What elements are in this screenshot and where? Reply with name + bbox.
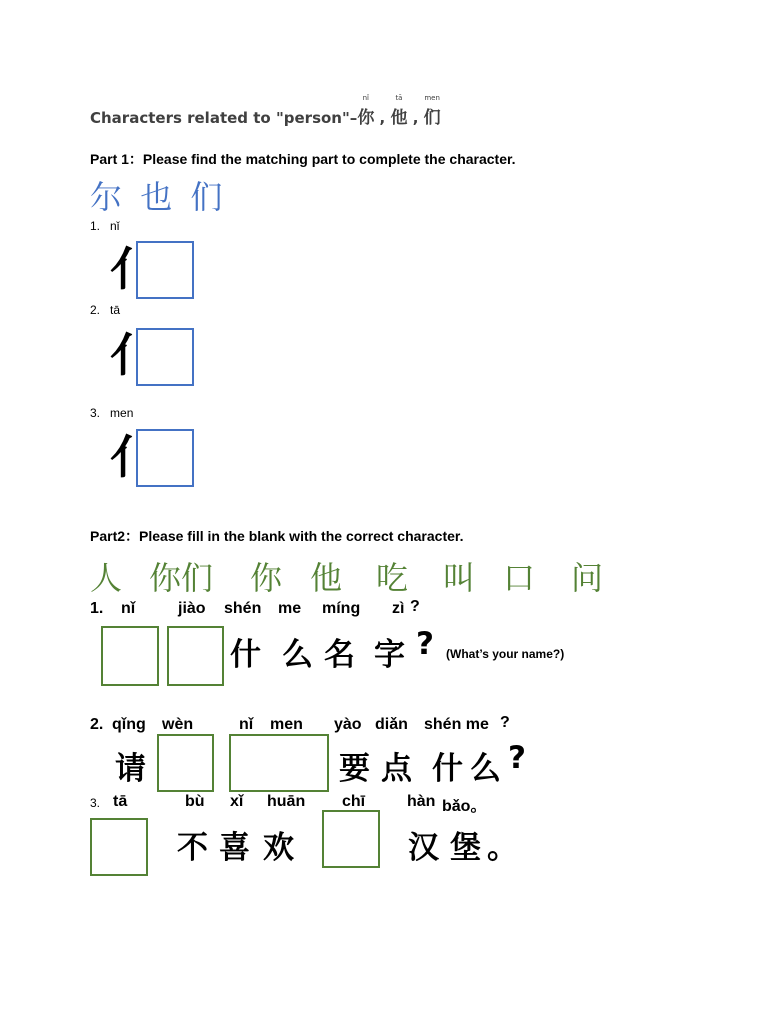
q2-question-mark: ? [508, 740, 526, 776]
item-pinyin: tā [110, 303, 121, 317]
title-char-ta [390, 94, 408, 128]
person-radical: 亻 [110, 328, 156, 382]
q3-pinyin: hàn [407, 793, 436, 810]
q2-pinyin: qǐng [112, 716, 146, 733]
q3-answer-box-1[interactable] [90, 818, 148, 876]
q2-pinyin: wèn [162, 716, 194, 733]
q2-answer-box-2[interactable] [229, 734, 329, 792]
title-char-ni [357, 94, 375, 128]
part2-word-bank-6: 叫 [443, 559, 476, 597]
q2-char: 点 [381, 751, 412, 787]
item-number: 2. [90, 303, 101, 317]
person-radical: 亻 [110, 242, 156, 296]
q3-char: 汉 [408, 830, 439, 866]
q1-char: 什 [230, 637, 261, 673]
q3-char: 欢 [263, 830, 294, 866]
q2-pinyin-question-mark: ? [500, 714, 510, 731]
person-radical: 亻 [110, 430, 156, 484]
part1-item-1-label [90, 219, 119, 233]
q1-char: 字 [374, 637, 405, 673]
q3-char: 堡 [450, 830, 481, 866]
q3-pinyin: bù [185, 793, 205, 810]
answer-box-2[interactable] [136, 328, 194, 386]
q3-pinyin: chī [342, 793, 366, 810]
q3-full-stop: 。 [487, 830, 518, 866]
q1-pinyin: míng [322, 600, 361, 617]
q1-char: 么 [282, 637, 313, 673]
part2-word-bank-3: 你 [250, 559, 283, 597]
part1-heading: Part 1：Please find the matching part to complete the character. [90, 151, 516, 167]
word-bank-item: 也 [140, 178, 177, 216]
q2-char: 什 [432, 751, 463, 787]
part2-word-bank-5: 吃 [376, 559, 409, 597]
q1-pinyin: me [278, 600, 302, 617]
title-pinyin-men: men [424, 94, 440, 102]
q3-pinyin: huān [267, 793, 306, 810]
title-prefix: Characters related to "person"– [90, 109, 358, 127]
q3-pinyin: tā [113, 793, 128, 810]
q3-number: 3. [90, 796, 101, 810]
q3-char: 不 [177, 830, 208, 866]
q2-pinyin: shén me [424, 716, 489, 733]
q1-pinyin: zì [392, 600, 405, 617]
word-bank-item: 尔 [90, 178, 127, 216]
q1-answer-box-1[interactable] [101, 626, 159, 686]
part2-heading: Part2：Please fill in the blank with the correct character. [90, 528, 464, 544]
q2-number: 2. [90, 716, 104, 733]
q1-pinyin: jiào [178, 600, 206, 617]
q3-pinyin: bǎo。 [442, 798, 487, 815]
q2-pinyin: diǎn [375, 716, 408, 733]
q1-number: 1. [90, 600, 104, 617]
q3-char: 喜 [219, 830, 250, 866]
title-separator: , [374, 109, 391, 127]
word-bank-item: 们 [190, 178, 227, 216]
title-hanzi-ni: 你 [357, 108, 375, 128]
part1-word-bank [90, 172, 226, 218]
q1-translation-note: (What’s your name?) [446, 647, 565, 661]
part1-item-2-label [90, 303, 120, 317]
q3-pinyin: xǐ [230, 793, 244, 810]
q2-char: 要 [339, 751, 370, 787]
title-pinyin-ta: tā [395, 94, 403, 102]
worksheet-title [90, 94, 441, 128]
title-pinyin-ni: nǐ [362, 94, 369, 102]
title-hanzi-ta: 他 [390, 108, 408, 128]
title-separator: , [407, 109, 424, 127]
part2-word-bank-2: 你们 [149, 559, 214, 597]
q1-answer-box-2[interactable] [167, 626, 224, 686]
item-pinyin: men [110, 406, 134, 420]
title-hanzi-men: 们 [423, 108, 441, 128]
answer-box-1[interactable] [136, 241, 194, 299]
q2-lead-char: 请 [115, 751, 146, 787]
item-number: 3. [90, 406, 101, 420]
item-pinyin: nǐ [110, 219, 120, 233]
q1-char: 名 [324, 637, 355, 673]
q1-question-mark: ? [416, 626, 434, 662]
q2-char: 么 [470, 751, 501, 787]
q1-pinyin: shén [224, 600, 262, 617]
part2-word-bank-4: 他 [310, 559, 343, 597]
q2-answer-box-1[interactable] [157, 734, 214, 792]
q1-pinyin: nǐ [121, 600, 136, 617]
item-number: 1. [90, 219, 101, 233]
part2-word-bank-8: 问 [571, 559, 604, 597]
q2-pinyin: men [270, 716, 303, 733]
q2-pinyin: nǐ [239, 716, 254, 733]
q3-answer-box-2[interactable] [322, 810, 380, 868]
answer-box-3[interactable] [136, 429, 194, 487]
part1-item-3-label [90, 406, 133, 420]
title-char-men [423, 94, 441, 128]
q1-pinyin-question-mark: ? [410, 598, 420, 615]
part2-word-bank-7: 口 [503, 559, 536, 597]
part2-word-bank-1: 人 [90, 559, 123, 597]
q2-pinyin: yào [334, 716, 362, 733]
